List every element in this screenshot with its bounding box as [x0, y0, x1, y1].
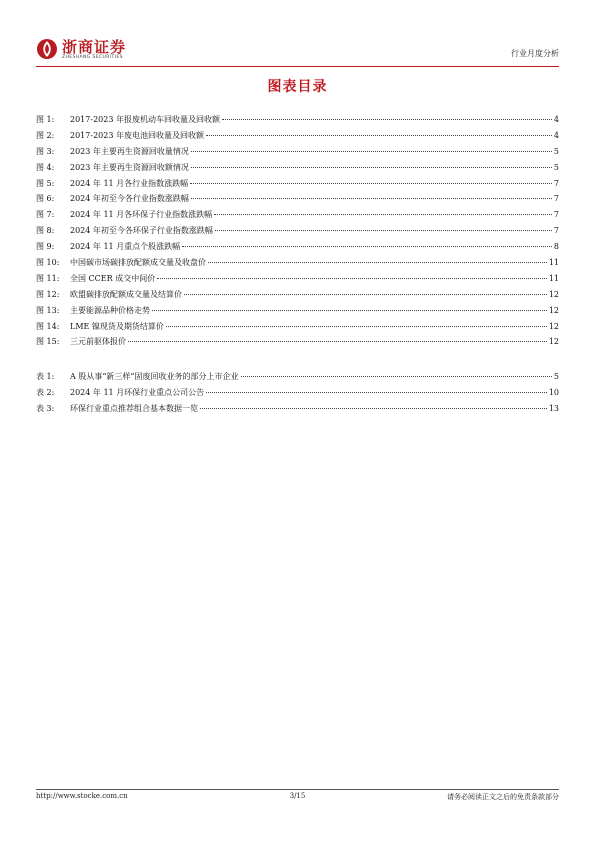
header-divider — [36, 66, 559, 67]
figure-entry-label: 图 15: — [36, 337, 60, 347]
figure-entry-label: 图 4: — [36, 162, 55, 172]
figure-entry[interactable] — [36, 271, 559, 287]
figure-entry[interactable] — [36, 287, 559, 303]
figure-entry-label: 图 14: — [36, 321, 60, 331]
footer-url[interactable]: http://www.stocke.com.cn — [36, 792, 128, 800]
figure-entry-title: 2024 年 11 月各行业指数涨跌幅 — [70, 178, 189, 188]
figure-entry[interactable] — [36, 303, 559, 319]
figure-entry-page: 8 — [553, 242, 559, 252]
figure-entry-title: 2023 年主要再生资源回收量情况 — [70, 146, 189, 156]
figure-entry[interactable] — [36, 128, 559, 144]
dot-leader — [206, 135, 552, 136]
dot-leader — [200, 408, 547, 409]
figure-entry-title: 2023 年主要再生资源回收额情况 — [70, 162, 189, 172]
logo-subtitle: ZHESHANG SECURITIES — [62, 55, 123, 60]
figure-entry[interactable] — [36, 176, 559, 192]
figure-entry-title: 全国 CCER 成交中间价 — [70, 273, 156, 283]
dot-leader — [214, 214, 552, 215]
page-number: 3/15 — [289, 792, 306, 800]
figure-entry-page: 7 — [553, 210, 559, 220]
dot-leader — [157, 278, 547, 279]
table-entry-label: 表 2: — [36, 387, 55, 397]
figure-entry-label: 图 2: — [36, 130, 55, 140]
figure-entry-page: 5 — [553, 162, 559, 172]
figure-entry[interactable] — [36, 207, 559, 223]
table-entry-title: 2024 年 11 月环保行业重点公司公告 — [70, 387, 205, 397]
figure-entry[interactable] — [36, 334, 559, 350]
report-type-label: 行业月度分析 — [511, 49, 559, 58]
figure-entry-label: 图 9: — [36, 242, 55, 252]
table-entry-title: A 股从事“新三样”固废回收业务的部分上市企业 — [70, 372, 239, 381]
table-entry-page: 10 — [548, 387, 559, 397]
figure-entry-title: 中国碳市场碳排放配额成交量及收盘价 — [70, 258, 206, 268]
figure-entry-page: 12 — [548, 321, 559, 331]
figure-entry-title: 2024 年初至今各行业指数涨跌幅 — [70, 194, 189, 204]
figure-entry-page: 12 — [548, 337, 559, 347]
figure-entry[interactable] — [36, 255, 559, 271]
dot-leader — [222, 119, 552, 120]
dot-leader — [152, 310, 547, 311]
figure-entry-label: 图 8: — [36, 226, 55, 236]
figure-entry[interactable] — [36, 112, 559, 128]
figure-entry-title: 2017-2023 年废电池回收量及回收额 — [70, 130, 204, 140]
figure-entry-page: 12 — [548, 305, 559, 315]
dot-leader — [191, 151, 552, 152]
figure-entry-label: 图 5: — [36, 178, 55, 188]
table-entry-label: 表 1: — [36, 372, 55, 381]
figure-entry-title: 主要能源品种价格走势 — [70, 305, 150, 315]
figure-entry-title: 2017-2023 年报废机动车回收量及回收额 — [70, 115, 220, 124]
figure-entry-page: 7 — [553, 194, 559, 204]
table-entry[interactable] — [36, 401, 559, 417]
dot-leader — [182, 246, 552, 247]
figure-entry[interactable] — [36, 144, 559, 160]
figure-entry-label: 图 6: — [36, 194, 55, 204]
table-entry-title: 环保行业重点推荐组合基本数据一览 — [70, 403, 198, 413]
figure-entry-page: 5 — [553, 146, 559, 156]
dot-leader — [206, 392, 547, 393]
figure-entry[interactable] — [36, 239, 559, 255]
dot-leader — [190, 183, 552, 184]
table-entry-label: 表 3: — [36, 403, 55, 413]
figure-entry-label: 图 7: — [36, 210, 55, 220]
table-entry[interactable] — [36, 385, 559, 401]
dot-leader — [166, 326, 547, 327]
figure-entry-title: 2024 年 11 月各环保子行业指数涨跌幅 — [70, 210, 213, 220]
page-header — [36, 34, 559, 66]
dot-leader — [215, 230, 552, 231]
figure-entry-label: 图 11: — [36, 273, 60, 283]
dot-leader — [128, 341, 547, 342]
company-logo — [36, 36, 146, 66]
figure-entry-title: LME 镍现货及期货结算价 — [70, 321, 164, 331]
page-footer — [36, 792, 559, 804]
figure-entry-label: 图 12: — [36, 289, 60, 299]
figure-entry[interactable] — [36, 319, 559, 335]
figure-entry-label: 图 13: — [36, 305, 60, 315]
table-entry[interactable] — [36, 369, 559, 385]
figure-entry-label: 图 10: — [36, 258, 60, 268]
dot-leader — [208, 262, 547, 263]
figure-entry[interactable] — [36, 191, 559, 207]
dot-leader — [191, 198, 552, 199]
figure-entry-title: 2024 年初至今各环保子行业指数涨跌幅 — [70, 226, 213, 236]
figure-entry-title: 欧盟碳排放配额成交量及结算价 — [70, 289, 182, 299]
figure-entry-title: 2024 年 11 月重点个股涨跌幅 — [70, 242, 181, 252]
figure-entry-page: 11 — [548, 258, 559, 268]
figure-entry-page: 7 — [553, 226, 559, 236]
figure-entry-page: 4 — [553, 130, 559, 140]
table-entry-page: 13 — [548, 403, 559, 413]
page-title: 图表目录 — [267, 79, 328, 95]
figure-entry-page: 4 — [553, 115, 559, 124]
logo-text: 浙商证券 — [62, 38, 127, 56]
figure-entry-label: 图 1: — [36, 115, 55, 124]
footer-disclaimer: 请务必阅读正文之后的免责条款部分 — [447, 793, 559, 801]
figure-entry-page: 12 — [548, 289, 559, 299]
table-entry-page: 5 — [553, 372, 559, 381]
footer-divider — [36, 789, 559, 790]
logo-mark-icon — [36, 37, 58, 61]
figure-list — [36, 112, 559, 350]
figure-entry-page: 11 — [548, 273, 559, 283]
dot-leader — [241, 376, 552, 377]
dot-leader — [191, 167, 552, 168]
figure-entry[interactable] — [36, 160, 559, 176]
figure-entry-label: 图 3: — [36, 146, 55, 156]
table-list — [36, 369, 559, 417]
figure-entry-title: 三元前驱体报价 — [70, 337, 126, 347]
dot-leader — [184, 294, 547, 295]
figure-entry-page: 7 — [553, 178, 559, 188]
figure-entry[interactable] — [36, 223, 559, 239]
